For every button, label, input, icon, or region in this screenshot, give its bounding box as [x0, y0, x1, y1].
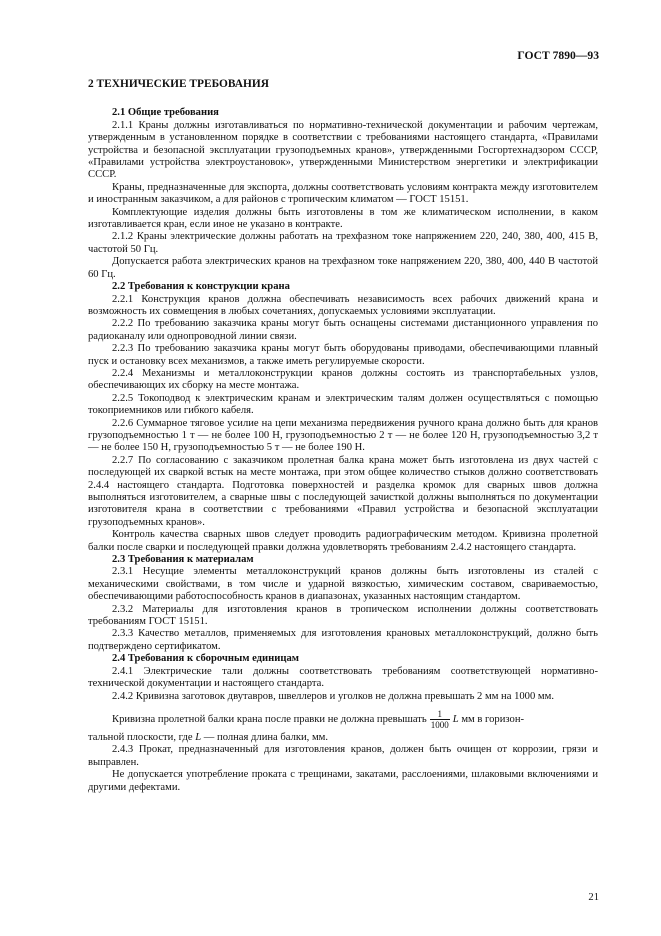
paragraph: 2.4.2 Кривизна заготовок двутавров, швеллеров и уголков не должна превышать 2 мм на 1000 мм.: [112, 690, 554, 702]
subsection-title-2-3: 2.3 Требования к материалам: [112, 554, 254, 566]
continuation-text: тальной плоскости, где: [88, 731, 193, 743]
variable-l: L: [452, 713, 459, 725]
paragraph: 2.4.1 Электрические тали должны соответствовать требованиям соответствующей нормативно-технической документации и настоящего стандарта.: [88, 665, 598, 690]
paragraph: 2.4.3 Прокат, предназначенный для изготовления кранов, должен быть очищен от коррозии, грязи и выправлен.: [88, 744, 598, 768]
fraction: [430, 709, 450, 730]
subsection-title-2-1: 2.1 Общие требования: [112, 107, 219, 119]
paragraph: 2.2.5 Токоподвод к электрическим кранам и электрическим талям должен осуществляться с помощью токоприемников или гибкого кабеля.: [88, 392, 598, 417]
paragraph: Краны, предназначенные для экспорта, должны соответствовать условиям контракта между изготовителем и иностранным заказчиком, а для районов с тропическим климатом — ГОСТ 15151.: [88, 181, 598, 206]
subsection-title-2-2: 2.2 Требования к конструкции крана: [112, 281, 290, 293]
paragraph-continuation: [88, 732, 598, 744]
paragraph: 2.2.2 По требованию заказчика краны могут быть оснащены системами дистанционного управления по радиоканалу или однопроводной линии связи.: [88, 318, 598, 342]
paragraph: 2.3.3 Качество металлов, применяемых для изготовления крановых металлоконструкций, должно быть подтверждено сертификатом.: [88, 628, 598, 652]
paragraph: Комплектующие изделия должны быть изготовлены в том же климатическом исполнении, в каком изготавливается кран, если иное не указано в контракте.: [88, 206, 598, 231]
paragraph: Допускается работа электрических кранов на трехфазном токе напряжением 220, 380, 400, 440 В частотой 60 Гц.: [88, 256, 598, 280]
page-number: 21: [588, 892, 599, 903]
paragraph: 2.2.3 По требованию заказчика краны могут быть оборудованы приводами, обеспечивающими плавный пуск и остановку всех механизмов, а также иметь регулируемые скорости.: [88, 343, 598, 367]
paragraph: 2.2.4 Механизмы и металлоконструкции кранов должны состоять из транспортабельных узлов, обеспечивающих их сборку на месте монтажа.: [88, 367, 598, 392]
formula-text-before: Кривизна пролетной балки крана после правки не должна превышать: [112, 713, 427, 725]
doc-code-header: ГОСТ 7890—93: [517, 49, 599, 62]
formula-text-after: мм в горизон-: [461, 713, 525, 725]
document-body: [88, 78, 598, 794]
paragraph: Не допускается употребление проката с трещинами, закатами, расслоениями, шлаковыми включениями и другими дефектами.: [88, 769, 598, 793]
subsection-title-2-4: 2.4 Требования к сборочным единицам: [112, 653, 299, 665]
paragraph: 2.3.1 Несущие элементы металлоконструкций кранов должны быть изготовлены из сталей с механическими свойствами, в том числе и ударной вязкостью, химическим составом, свариваемостью, обеспечивающими работоспособность кранов в диапазонах, указанных настоящим стандартом.: [88, 566, 598, 603]
paragraph: 2.1.1 Краны должны изготавливаться по нормативно-технической документации и рабочим чертежам, утвержденным в установленном порядке в соответствии с требованиями настоящего стандарта, «Правилами устройства и безопасной эксплуатации грузоподъемных кранов», утвержденными Госгортехнадзором СССР, «Правилами устройства электроустановок», утвержденными Министерством энергетики и электрификации СССР.: [88, 119, 598, 181]
paragraph: Контроль качества сварных швов следует проводить радиографическим методом. Кривизна пролетной балки после сварки и последующей правки должна удовлетворять требованиям 2.4.2 настоящего стандарта.: [88, 529, 598, 553]
variable-l: L: [195, 731, 202, 743]
paragraph: 2.2.7 По согласованию с заказчиком пролетная балка крана может быть изготовлена из двух частей с последующей их сваркой встык на месте монтажа, при этом общее количество стыков должно соответствовать 2.4.4 настоящего стандарта. Подготовка поверхностей и разделка кромок для сварных швов должна выполняться изготовителем, а сварные швы с последующей зачисткой должны выполняться по документации изготовителя крана в соответствии с требованиями «Правил устройства и безопасной эксплуатации грузоподъемных кранов».: [88, 454, 598, 528]
formula-paragraph: [88, 708, 598, 732]
paragraph: 2.2.1 Конструкция кранов должна обеспечивать независимость всех рабочих движений крана и возможность их совмещения в любых сочетаниях, допускаемых условиями эксплуатации.: [88, 293, 598, 317]
fraction-denominator: 1000: [430, 719, 449, 730]
continuation-text-end: — полная длина балки, мм.: [203, 731, 329, 743]
section-title: 2 ТЕХНИЧЕСКИЕ ТРЕБОВАНИЯ: [88, 78, 269, 90]
paragraph: 2.1.2 Краны электрические должны работать на трехфазном токе напряжением 220, 240, 380, 400, 415 В, частотой 50 Гц.: [88, 231, 598, 255]
paragraph: 2.2.6 Суммарное тяговое усилие на цепи механизма передвижения ручного крана должно быть для кранов грузоподъемностью 1 т — не более 100 Н, грузоподъемностью 2 т — не более 120 Н, грузоподъемностью 3,2 т — не более 150 Н, грузоподъемностью 5 т — не более 190 Н.: [88, 417, 598, 454]
paragraph: 2.3.2 Материалы для изготовления кранов в тропическом исполнении должны соответствовать требованиям ГОСТ 15151.: [88, 603, 598, 628]
fraction-numerator: 1: [430, 709, 450, 720]
